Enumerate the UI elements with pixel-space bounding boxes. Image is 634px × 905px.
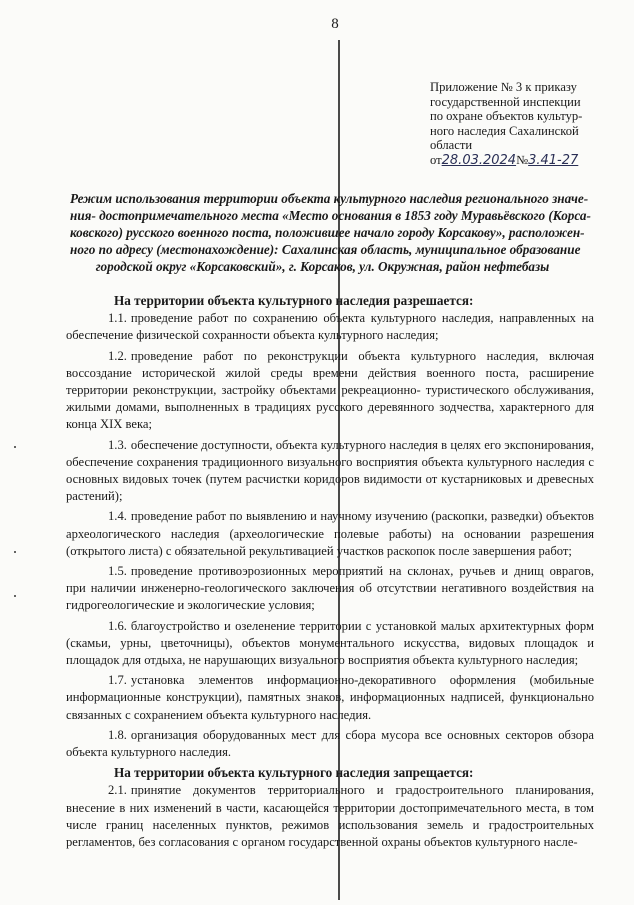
item-number: 1.4. bbox=[108, 509, 127, 524]
item-text: организация оборудованных мест для сбора мусора все основных секторов обзора объекта культурного наследия. bbox=[66, 727, 594, 760]
allowed-item bbox=[66, 437, 594, 506]
title-line: городской округ «Корсаковский», г. Корсаков, ул. Окружная, район нефтебазы bbox=[95, 259, 550, 274]
forbidden-heading: На территории объекта культурного наследия запрещается: bbox=[114, 765, 474, 781]
annex-block bbox=[430, 80, 608, 169]
page-number: 8 bbox=[331, 16, 339, 32]
item-number: 1.5. bbox=[108, 564, 127, 579]
document-body bbox=[66, 292, 594, 854]
item-text: проведение работ по выявлению и научному изучению (раскопки, разведки) объектов археологического наследия (археологические полевые работы) на основании разрешения (открытого листа) с обязательной рекультивацией участков раскопок после завершения работ; bbox=[66, 509, 594, 558]
item-number: 1.3. bbox=[108, 437, 127, 452]
annex-line: государственной инспекции bbox=[430, 94, 581, 109]
annex-line: области bbox=[430, 138, 473, 153]
allowed-heading: На территории объекта культурного наследия разрешается: bbox=[114, 293, 474, 308]
item-text: проведение работ по сохранению объекта культурного наследия, направленных на обеспечение физической сохранности объекта культурного наследия; bbox=[66, 311, 594, 343]
item-number: 2.1. bbox=[108, 783, 127, 798]
title-line: Режим использования территории объекта культурного наследия регионального значе- bbox=[70, 191, 589, 206]
allowed-item bbox=[66, 310, 594, 344]
item-number: 1.2. bbox=[108, 348, 127, 363]
item-number: 1.1. bbox=[108, 311, 127, 326]
title-line: ковского) русского военного поста, положившее начало городу Корсакову», расположен- bbox=[70, 225, 585, 240]
allowed-item bbox=[66, 508, 594, 560]
number-prefix: № bbox=[516, 152, 529, 167]
date-prefix: от bbox=[430, 152, 442, 167]
item-text: проведение работ по реконструкции объекта культурного наследия, включая воссоздание исторической жилой среды времени действия военного поста, расширение территории реконструкции, застройку объектами рекреационно- туристического обслуживания, жилыми домами, выполненных в традициях русского деревянного зодчества, характерного для конца XIX века; bbox=[66, 348, 594, 432]
allowed-item bbox=[66, 563, 594, 615]
title-line: ния- достопримечательного места «Место основания в 1853 году Муравьёвского (Корса- bbox=[70, 208, 591, 223]
item-text: обеспечение доступности, объекта культурного наследия в целях его экспонирования, обеспечение сохранения традиционного визуального восприятия объекта культурного наследия с основных видовых точек (путем расчистки коридоров видимости от кустарниковых и древесных растений); bbox=[66, 437, 594, 504]
allowed-item bbox=[66, 672, 594, 724]
item-text: благоустройство и озеленение территории с установкой малых архитектурных форм (скамьи, урны, цветочницы), объектов монументального искусства, видовых площадок и площадок для отдыха, не нарушающих визуального восприятия объекта культурного наследия; bbox=[66, 618, 594, 668]
item-number: 1.8. bbox=[108, 727, 127, 742]
annex-line: по охране объектов культур- bbox=[430, 109, 583, 124]
allowed-item bbox=[66, 348, 594, 434]
handwritten-date: 28.03.2024 bbox=[441, 152, 517, 168]
item-text: установка элементов информационно-декоративного оформления (мобильные информационные конструкции), памятных знаков, информационных надписей, функционально связанных с сохранением объекта культурного наследия. bbox=[66, 673, 594, 722]
item-text: проведение противоэрозионных мероприятий на склонах, ручьев и днищ оврагов, при наличии инженерно-геологического заключения об отсутствии негативного воздействия на гидрогеологические и экологические условия; bbox=[66, 564, 594, 613]
forbidden-item bbox=[66, 782, 594, 851]
allowed-item bbox=[66, 727, 594, 761]
allowed-item bbox=[66, 618, 594, 670]
annex-line: Приложение № 3 к приказу bbox=[430, 80, 577, 94]
scan-speck bbox=[14, 595, 16, 597]
annex-date-row bbox=[430, 153, 608, 169]
handwritten-number: 3.41-27 bbox=[528, 152, 579, 168]
annex-line: ного наследия Сахалинской bbox=[430, 123, 579, 138]
scan-speck bbox=[14, 446, 16, 448]
item-text: принятие документов территориального и градостроительного планирования, внесение в них изменений в части, касающейся территории достопримечательного места, в том числе границ населенных пунктов, режимов использования земель и градостроительных регламентов, без согласования с органом государственной охраны объектов культурного насле- bbox=[66, 783, 594, 850]
document-title bbox=[70, 190, 591, 275]
scan-speck bbox=[14, 551, 16, 553]
item-number: 1.7. bbox=[108, 673, 127, 688]
item-number: 1.6. bbox=[108, 618, 127, 633]
title-line: ного по адресу (местонахождение): Сахалинская область, муниципальное образование bbox=[70, 242, 581, 257]
